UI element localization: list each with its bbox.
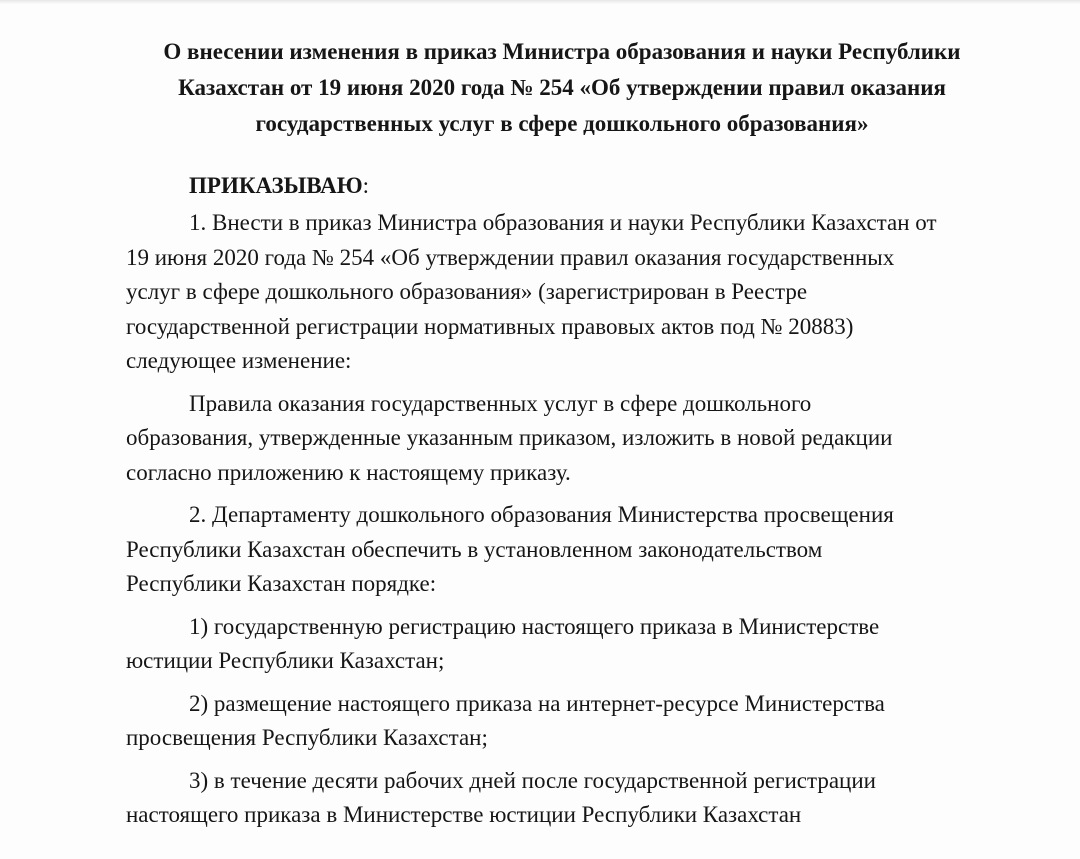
paragraph-line: 1) государственную регистрацию настоящего приказа в Министерстве — [189, 613, 880, 639]
paragraph-subitem-2 — [126, 687, 1006, 756]
paragraph-line: Правила оказания государственных услуг в сфере дошкольного — [189, 390, 812, 416]
document-body — [126, 168, 1006, 841]
paragraph-line: согласно приложению к настоящему приказу. — [126, 459, 571, 485]
paragraph-item-1 — [126, 206, 1006, 379]
paragraph-line: образования, утвержденные указанным приказом, изложить в новой редакции — [126, 425, 893, 450]
title-line: О внесении изменения в приказ Министра образования и науки Республики — [163, 39, 961, 64]
order-word: ПРИКАЗЫВАЮ — [189, 173, 363, 198]
paragraph-item-2 — [126, 498, 1006, 602]
order-colon: : — [362, 173, 370, 198]
paragraph-subitem-1 — [126, 610, 1006, 679]
page-top-edge — [0, 0, 1080, 4]
paragraph-line: услуг в сфере дошкольного образования» (зарегистрирован в Реестре — [126, 279, 808, 304]
paragraph-line: просвещения Республики Казахстан; — [126, 725, 488, 750]
paragraph-line: 3) в течение десяти рабочих дней после государственной регистрации — [189, 767, 876, 793]
paragraph-line: настоящего приказа в Министерстве юстиции Республики Казахстан — [126, 802, 802, 827]
paragraph-line: Республики Казахстан порядке: — [126, 571, 437, 596]
paragraph-line: государственной регистрации нормативных правовых актов под № 20883) — [126, 313, 854, 339]
paragraph-line: 2. Департаменту дошкольного образования Министерства просвещения — [189, 502, 894, 527]
paragraph-subitem-3 — [126, 764, 1006, 833]
document-title — [112, 34, 1012, 142]
paragraph-line: Республики Казахстан обеспечить в установленном законодательством — [126, 536, 823, 562]
paragraph-rules — [126, 387, 1006, 491]
paragraph-line: 1. Внести в приказ Министра образования и науки Республики Казахстан от — [189, 210, 937, 235]
paragraph-line: 19 июня 2020 года № 254 «Об утверждении правил оказания государственных — [126, 244, 895, 270]
paragraph-line: юстиции Республики Казахстан; — [126, 648, 445, 673]
paragraph-line: следующее изменение: — [126, 348, 352, 373]
order-heading — [126, 168, 1006, 204]
title-line: Казахстан от 19 июня 2020 года № 254 «Об утверждении правил оказания — [178, 75, 946, 100]
paragraph-line: 2) размещение настоящего приказа на интернет-ресурсе Министерства — [189, 690, 885, 716]
title-line: государственных услуг в сфере дошкольного образования» — [255, 111, 869, 136]
